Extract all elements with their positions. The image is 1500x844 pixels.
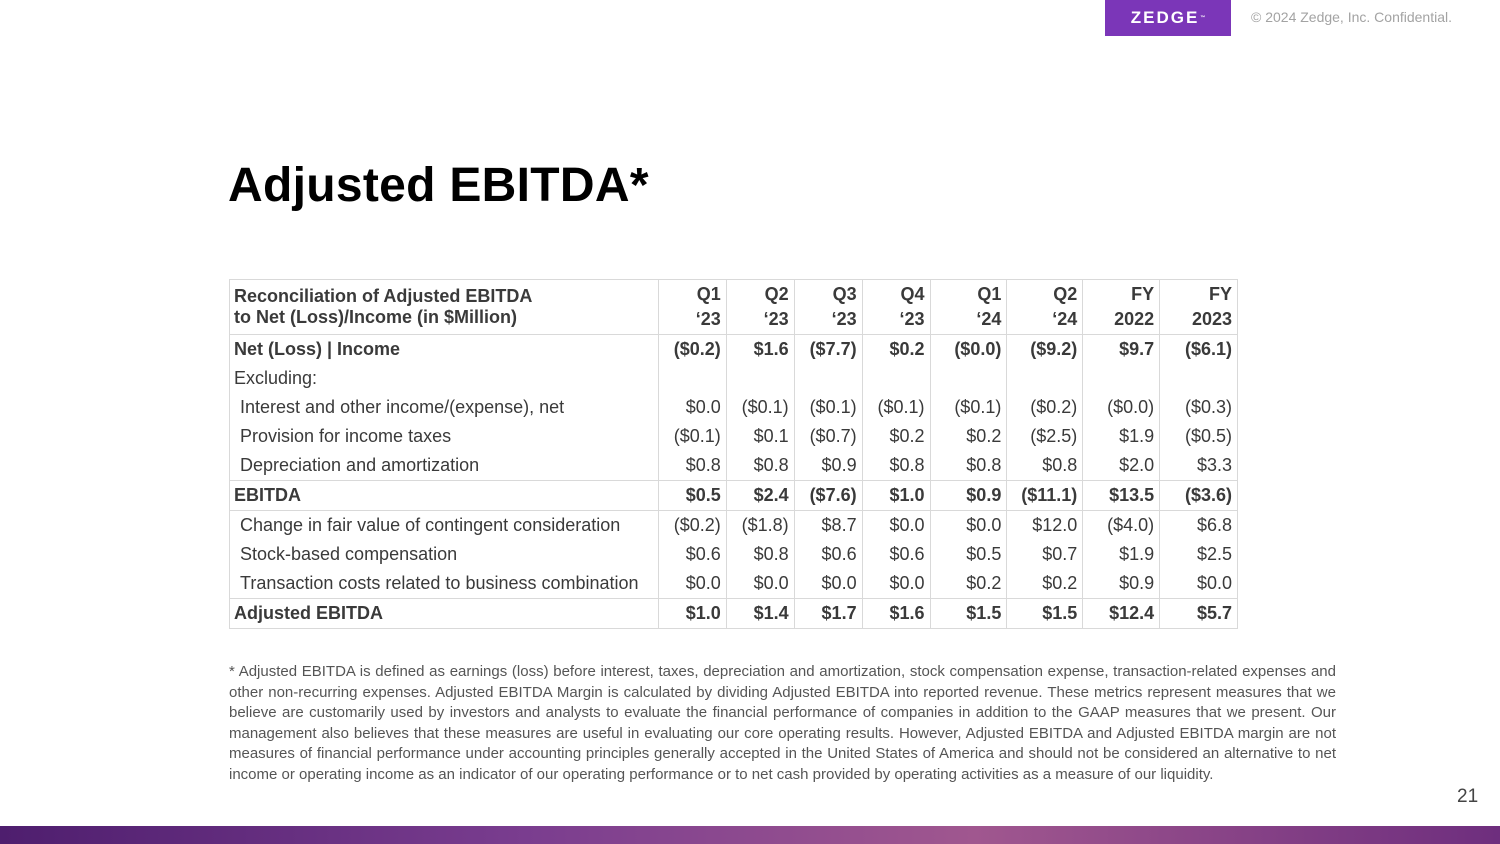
- header-label-cell: [230, 280, 659, 335]
- zedge-logo: [1105, 0, 1231, 36]
- value-cell: ($11.1): [1007, 481, 1083, 511]
- row-label: Adjusted EBITDA: [230, 599, 659, 629]
- value-cell: $0.0: [658, 393, 726, 422]
- table-row-net-income: [230, 335, 1238, 365]
- value-cell: [1083, 364, 1160, 393]
- column-header-line2: 2022: [1114, 309, 1155, 329]
- value-cell: $0.7: [1007, 540, 1083, 569]
- value-cell: $1.6: [862, 599, 930, 629]
- column-header-line1: Q2: [764, 284, 789, 304]
- value-cell: $0.8: [726, 451, 794, 481]
- value-cell: ($0.0): [930, 335, 1007, 365]
- value-cell: ($7.6): [794, 481, 862, 511]
- value-cell: ($0.1): [930, 393, 1007, 422]
- bottom-decorative-bar: [0, 826, 1500, 844]
- column-header: [726, 280, 794, 335]
- row-label: Excluding:: [230, 364, 659, 393]
- value-cell: $1.7: [794, 599, 862, 629]
- value-cell: $13.5: [1083, 481, 1160, 511]
- value-cell: $1.4: [726, 599, 794, 629]
- column-header: [862, 280, 930, 335]
- column-header-line1: Q3: [832, 284, 857, 304]
- table-row-ebitda: [230, 481, 1238, 511]
- page-number: 21: [1457, 786, 1479, 807]
- column-header-line2: ‘23: [899, 309, 925, 329]
- column-header-line2: ‘24: [976, 309, 1002, 329]
- value-cell: ($0.1): [658, 422, 726, 451]
- page-title: Adjusted EBITDA*: [228, 159, 649, 212]
- value-cell: $0.9: [930, 481, 1007, 511]
- table-row-depreciation: [230, 451, 1238, 481]
- value-cell: $0.8: [862, 451, 930, 481]
- value-cell: ($0.7): [794, 422, 862, 451]
- value-cell: [862, 364, 930, 393]
- column-header-line1: FY: [1208, 284, 1232, 304]
- column-header-line2: ‘23: [831, 309, 857, 329]
- value-cell: $0.2: [862, 422, 930, 451]
- row-label: Stock-based compensation: [230, 540, 659, 569]
- table-row-contingent: [230, 511, 1238, 541]
- value-cell: ($0.5): [1160, 422, 1238, 451]
- value-cell: $0.2: [862, 335, 930, 365]
- value-cell: $8.7: [794, 511, 862, 541]
- value-cell: $0.8: [658, 451, 726, 481]
- table-header-row: [230, 280, 1238, 335]
- value-cell: ($0.1): [726, 393, 794, 422]
- value-cell: $1.5: [930, 599, 1007, 629]
- value-cell: $1.6: [726, 335, 794, 365]
- value-cell: $0.0: [658, 569, 726, 599]
- column-header: [658, 280, 726, 335]
- row-label: Depreciation and amortization: [230, 451, 659, 481]
- copyright-notice: © 2024 Zedge, Inc. Confidential.: [1251, 9, 1452, 25]
- value-cell: ($0.2): [658, 335, 726, 365]
- row-label: EBITDA: [230, 481, 659, 511]
- column-header: [1007, 280, 1083, 335]
- value-cell: $6.8: [1160, 511, 1238, 541]
- value-cell: $1.0: [862, 481, 930, 511]
- value-cell: [726, 364, 794, 393]
- value-cell: ($0.1): [862, 393, 930, 422]
- value-cell: ($7.7): [794, 335, 862, 365]
- value-cell: $0.8: [726, 540, 794, 569]
- logo-text: ZEDGE: [1130, 8, 1200, 27]
- row-label: Transaction costs related to business combination: [230, 569, 659, 599]
- value-cell: ($0.1): [794, 393, 862, 422]
- value-cell: ($2.5): [1007, 422, 1083, 451]
- value-cell: ($3.6): [1160, 481, 1238, 511]
- column-header-line1: FY: [1131, 284, 1155, 304]
- value-cell: $0.5: [930, 540, 1007, 569]
- value-cell: ($1.8): [726, 511, 794, 541]
- value-cell: $5.7: [1160, 599, 1238, 629]
- header-label-line1: Reconciliation of Adjusted EBITDA: [234, 286, 533, 306]
- value-cell: ($0.3): [1160, 393, 1238, 422]
- table-row-excluding: [230, 364, 1238, 393]
- column-header-line2: 2023: [1191, 309, 1232, 329]
- column-header: [1160, 280, 1238, 335]
- footnote: * Adjusted EBITDA is defined as earnings (loss) before interest, taxes, depreciation and amortization, stock compensation expense, transaction-related expenses and other non-recurring expenses. Adjusted EBITDA Margin is calculated by dividing Adjusted EBITDA into reported revenue. These metrics represent measures that we believe are customarily used by investors and analysts to evaluate the financial performance of companies in addition to the GAAP measures that we present. Our management also believes that these measures are useful in evaluating our core operating results. However, Adjusted EBITDA and Adjusted EBITDA margin are not measures of financial performance under accounting principles generally accepted in the United States of America and should not be considered an alternative to net income or operating income as an indicator of our operating performance or to net cash provided by operating activities as a measure of our liquidity.: [229, 663, 1336, 783]
- value-cell: $0.0: [862, 569, 930, 599]
- table-row-adjusted-ebitda: [230, 599, 1238, 629]
- value-cell: ($6.1): [1160, 335, 1238, 365]
- reconciliation-table: [229, 279, 1238, 629]
- column-header-line2: ‘23: [695, 309, 721, 329]
- column-header-line1: Q4: [900, 284, 925, 304]
- value-cell: $0.0: [794, 569, 862, 599]
- value-cell: [930, 364, 1007, 393]
- value-cell: $3.3: [1160, 451, 1238, 481]
- column-header-line2: ‘23: [763, 309, 789, 329]
- table-row-taxes: [230, 422, 1238, 451]
- value-cell: $9.7: [1083, 335, 1160, 365]
- table-row-interest: [230, 393, 1238, 422]
- value-cell: $0.6: [862, 540, 930, 569]
- header-label-line2: to Net (Loss)/Income (in $Million): [234, 307, 517, 327]
- value-cell: [1160, 364, 1238, 393]
- value-cell: ($0.2): [658, 511, 726, 541]
- row-label: Provision for income taxes: [230, 422, 659, 451]
- value-cell: $1.9: [1083, 422, 1160, 451]
- value-cell: $0.9: [1083, 569, 1160, 599]
- value-cell: $1.5: [1007, 599, 1083, 629]
- column-header: [794, 280, 862, 335]
- column-header: [1083, 280, 1160, 335]
- column-header: [930, 280, 1007, 335]
- value-cell: $0.5: [658, 481, 726, 511]
- column-header-line1: Q1: [977, 284, 1002, 304]
- value-cell: $0.9: [794, 451, 862, 481]
- value-cell: $0.0: [930, 511, 1007, 541]
- row-label: Interest and other income/(expense), net: [230, 393, 659, 422]
- value-cell: $0.2: [1007, 569, 1083, 599]
- value-cell: $12.0: [1007, 511, 1083, 541]
- value-cell: $0.0: [862, 511, 930, 541]
- column-header-line1: Q2: [1053, 284, 1078, 304]
- logo-trademark: ™: [1200, 15, 1206, 21]
- value-cell: [1007, 364, 1083, 393]
- value-cell: $1.0: [658, 599, 726, 629]
- row-label: Net (Loss) | Income: [230, 335, 659, 365]
- value-cell: $0.2: [930, 422, 1007, 451]
- value-cell: $0.8: [930, 451, 1007, 481]
- value-cell: $0.0: [1160, 569, 1238, 599]
- value-cell: $0.2: [930, 569, 1007, 599]
- value-cell: $0.1: [726, 422, 794, 451]
- value-cell: [658, 364, 726, 393]
- column-header-line1: Q1: [696, 284, 721, 304]
- value-cell: $2.4: [726, 481, 794, 511]
- value-cell: $0.0: [726, 569, 794, 599]
- column-header-line2: ‘24: [1052, 309, 1078, 329]
- value-cell: [794, 364, 862, 393]
- value-cell: ($0.2): [1007, 393, 1083, 422]
- value-cell: $0.6: [658, 540, 726, 569]
- value-cell: $1.9: [1083, 540, 1160, 569]
- value-cell: ($0.0): [1083, 393, 1160, 422]
- value-cell: $2.5: [1160, 540, 1238, 569]
- value-cell: ($4.0): [1083, 511, 1160, 541]
- table-row-stock-comp: [230, 540, 1238, 569]
- value-cell: ($9.2): [1007, 335, 1083, 365]
- row-label: Change in fair value of contingent consideration: [230, 511, 659, 541]
- value-cell: $2.0: [1083, 451, 1160, 481]
- value-cell: $0.6: [794, 540, 862, 569]
- table-row-transaction-costs: [230, 569, 1238, 599]
- value-cell: $12.4: [1083, 599, 1160, 629]
- value-cell: $0.8: [1007, 451, 1083, 481]
